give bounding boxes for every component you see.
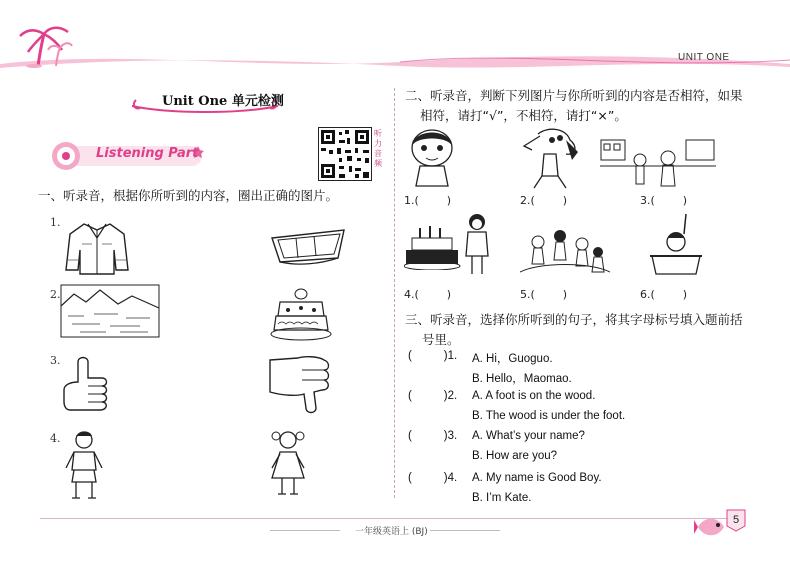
s1-item-number: 4. (50, 432, 61, 445)
header-wave-decoration (0, 40, 790, 80)
s2-item-label[interactable]: 1.( ) (404, 194, 452, 207)
q3-bracket[interactable]: ( )3. (408, 430, 458, 442)
s2-item-label[interactable]: 2.( ) (520, 194, 568, 207)
listening-part-label: Listening Part (96, 146, 199, 161)
s1-item-number: 3. (50, 354, 61, 367)
s2-picture-boy-in-bath (648, 212, 704, 278)
section3-instruction-line2: 号里。 (422, 332, 460, 347)
s2-picture-woman (462, 212, 492, 278)
q3-option-a: A. What’s your name? (472, 430, 585, 442)
footer-dash-right (430, 530, 500, 531)
section2-instruction-line1: 二、听录音，判断下列图片与你所听到的内容是否相符，如果 (405, 88, 743, 103)
column-divider (394, 88, 395, 498)
qr-caption: 听力音频 (374, 129, 382, 168)
palm-tree-icon (14, 22, 74, 68)
s2-picture-kids-playing (520, 222, 610, 282)
girl-image[interactable] (268, 428, 308, 500)
thumb-up-image[interactable] (62, 354, 110, 416)
q1-option-b: B. Hello，Maomao. (472, 373, 572, 385)
jacket-image[interactable] (62, 220, 132, 276)
s2-item-label[interactable]: 4.( ) (404, 288, 452, 301)
s2-item-label[interactable]: 5.( ) (520, 288, 568, 301)
boat-image[interactable] (268, 222, 348, 266)
lake-image[interactable] (60, 284, 160, 338)
q4-bracket[interactable]: ( )4. (408, 472, 458, 484)
page-number: 5 (732, 514, 740, 526)
q2-bracket[interactable]: ( )2. (408, 390, 458, 402)
s1-item-number: 2. (50, 288, 61, 301)
s2-picture-town (600, 130, 716, 190)
cake-image[interactable] (268, 284, 334, 342)
s2-picture-girl (404, 126, 464, 192)
section3-instruction-line1: 三、听录音，选择你所听到的句子，将其字母标号填入题前括 (405, 312, 743, 327)
s2-item-label[interactable]: 6.( ) (640, 288, 688, 301)
section1-instruction: 一、听录音，根据你所听到的内容，圈出正确的图片。 (38, 188, 339, 203)
q1-option-a: A. Hi，Guoguo. (472, 353, 553, 365)
q4-option-b: B. I’m Kate. (472, 492, 532, 504)
s2-picture-dog (518, 126, 584, 192)
s2-picture-birthday-cake (404, 222, 462, 270)
footer-book-label: 一年级英语上 (BJ) (355, 527, 428, 537)
section2-instruction-line2: 相符，请打“√”，不相符，请打“×”。 (420, 108, 627, 123)
q3-option-b: B. How are you? (472, 450, 558, 462)
unit-label: UNIT ONE (678, 52, 730, 63)
s2-item-label[interactable]: 3.( ) (640, 194, 688, 207)
q1-bracket[interactable]: ( )1. (408, 350, 458, 362)
thumb-down-image[interactable] (268, 352, 332, 416)
qr-code[interactable] (318, 127, 372, 181)
s1-item-number: 1. (50, 216, 61, 229)
page-title: Unit One 单元检测 (162, 94, 284, 109)
q2-option-a: A. A foot is on the wood. (472, 390, 596, 402)
q4-option-a: A. My name is Good Boy. (472, 472, 602, 484)
footer-dash-left (270, 530, 340, 531)
fish-icon (694, 514, 728, 540)
footer-rule (40, 518, 740, 519)
q2-option-b: B. The wood is under the foot. (472, 410, 626, 422)
boy-image[interactable] (64, 430, 104, 502)
